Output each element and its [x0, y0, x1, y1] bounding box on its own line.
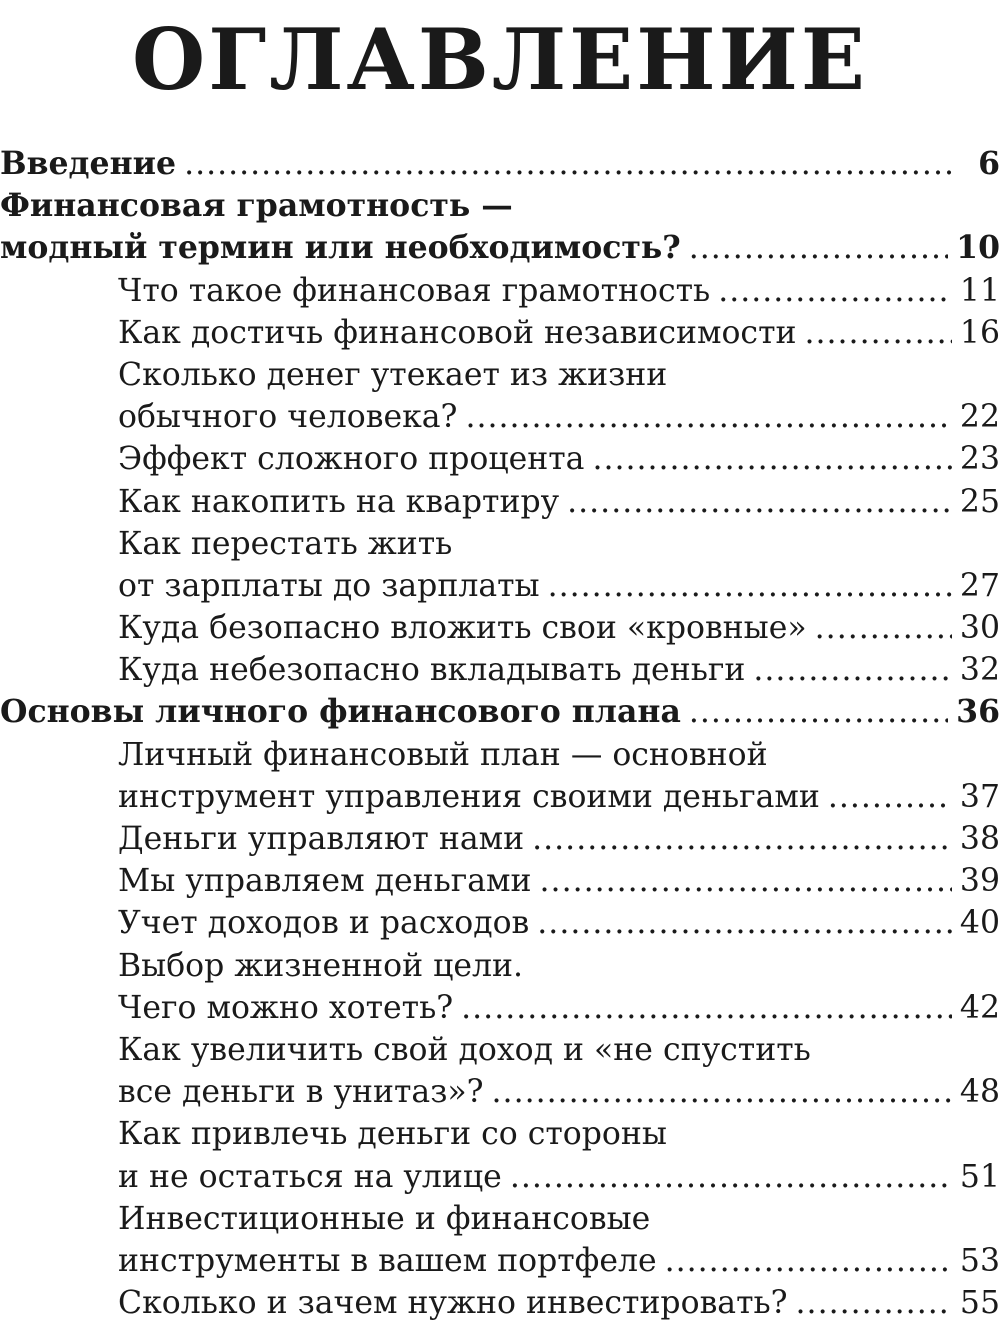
toc-entry-title: Личный финансовый план — основной — [118, 736, 768, 773]
toc-line — [0, 354, 1000, 396]
page-number: 30 — [959, 610, 1000, 647]
toc-entry-title: Сколько денег утекает из жизни — [118, 356, 668, 393]
toc-section — [0, 143, 1000, 185]
page-number: 38 — [959, 821, 1000, 857]
toc-entry-title: Куда безопасно вложить свои «кровные» — [118, 610, 807, 647]
page-number: 16 — [959, 314, 1000, 351]
dot-leader — [689, 691, 948, 733]
toc-line — [0, 523, 1000, 565]
toc-subsection — [0, 818, 1000, 860]
toc-entry-title: Деньги управляют нами — [118, 821, 525, 857]
toc-line — [0, 902, 1000, 944]
toc-line — [0, 185, 1000, 227]
toc-entry-title: Выбор жизненной цели. — [118, 947, 523, 984]
toc-line — [0, 734, 1000, 776]
toc-line — [0, 438, 1000, 480]
dot-leader — [548, 565, 952, 607]
toc-entry-title: Чего можно хотеть? — [118, 989, 454, 1026]
toc-line — [0, 270, 1000, 312]
page-number: 36 — [956, 693, 1000, 731]
toc-subsection — [0, 481, 1000, 523]
toc-entry-title: инструмент управления своими деньгами — [118, 778, 820, 815]
dot-leader — [689, 227, 948, 269]
dot-leader — [537, 902, 952, 944]
toc-subsection — [0, 270, 1000, 312]
toc-subsection — [0, 734, 1000, 818]
toc-entry-title: Как перестать жить — [118, 525, 453, 562]
toc-entry-title: Как достичь финансовой независимости — [118, 314, 797, 351]
page-number: 23 — [959, 441, 1000, 478]
toc-line — [0, 1282, 1000, 1324]
toc-subsection — [0, 1113, 1000, 1197]
toc-line — [0, 1029, 1000, 1071]
page-number: 27 — [959, 567, 1000, 604]
toc-entry-title: Как увеличить свой доход и «не спустить — [118, 1031, 811, 1068]
page-number: 42 — [959, 989, 1000, 1026]
dot-leader — [753, 649, 952, 691]
toc-subsection — [0, 523, 1000, 607]
dot-leader — [828, 776, 952, 818]
toc-entry-title: инструменты в вашем портфеле — [118, 1242, 657, 1279]
dot-leader — [461, 987, 952, 1029]
toc-entry-title: Куда небезопасно вкладывать деньги — [118, 652, 746, 689]
dot-leader — [815, 607, 952, 649]
toc-section — [0, 691, 1000, 733]
page-number: 32 — [959, 652, 1000, 689]
toc-line — [0, 1113, 1000, 1155]
toc-entry-title: Инвестиционные и финансовые — [118, 1200, 651, 1237]
page-number: 37 — [959, 778, 1000, 815]
dot-leader — [492, 1071, 952, 1113]
toc-subsection — [0, 945, 1000, 1029]
toc-entry-title: Введение — [0, 145, 177, 182]
toc-entry-title: Эффект сложного процента — [118, 441, 585, 478]
toc-entry-title: модный термин или необходимость? — [0, 229, 681, 267]
page-number: 55 — [959, 1285, 1000, 1322]
page-title: ОГЛАВЛЕНИЕ — [132, 10, 868, 109]
toc-line — [0, 776, 1000, 818]
toc-line — [0, 1156, 1000, 1198]
toc-entry-title: Основы личного финансового плана — [0, 693, 681, 731]
toc-entry-title: Сколько и зачем нужно инвестировать? — [118, 1285, 788, 1322]
toc-entry-title: Учет доходов и расходов — [118, 905, 530, 942]
dot-leader — [718, 270, 952, 312]
page-number: 11 — [959, 272, 1000, 309]
toc-line — [0, 691, 1000, 733]
toc-line — [0, 1071, 1000, 1113]
dot-leader — [796, 1282, 952, 1324]
dot-leader — [465, 396, 951, 438]
dot-leader — [184, 143, 954, 185]
dot-leader — [805, 312, 952, 354]
toc-subsection — [0, 902, 1000, 944]
toc-subsection — [0, 438, 1000, 480]
toc-line — [0, 607, 1000, 649]
toc-entry-title: и не остаться на улице — [118, 1158, 502, 1195]
toc-line — [0, 1240, 1000, 1282]
toc-line — [0, 649, 1000, 691]
toc-section — [0, 185, 1000, 269]
toc-entry-title: Что такое финансовая грамотность — [118, 272, 711, 309]
toc-subsection — [0, 312, 1000, 354]
dot-leader — [567, 481, 952, 523]
toc-line — [0, 945, 1000, 987]
toc-subsection — [0, 860, 1000, 902]
page-number: 53 — [959, 1242, 1000, 1279]
toc-subsection — [0, 1198, 1000, 1282]
toc-entry-title: от зарплаты до зарплаты — [118, 567, 540, 604]
toc-line — [0, 143, 1000, 185]
dot-leader — [532, 818, 952, 860]
page-number: 25 — [959, 483, 1000, 520]
page-number: 48 — [959, 1074, 1000, 1111]
toc-subsection — [0, 1282, 1000, 1324]
toc-line — [0, 565, 1000, 607]
toc-line — [0, 481, 1000, 523]
dot-leader — [510, 1156, 952, 1198]
toc-entry-title: Мы управляем деньгами — [118, 863, 532, 900]
toc-line — [0, 860, 1000, 902]
toc-entry-title: Как привлечь деньги со стороны — [118, 1116, 667, 1153]
toc-entry-title: Финансовая грамотность — — [0, 187, 513, 225]
page-number: 40 — [959, 905, 1000, 942]
toc-entry-title: обычного человека? — [118, 399, 458, 436]
toc-subsection — [0, 354, 1000, 438]
page-number: 39 — [959, 863, 1000, 900]
page-number: 22 — [959, 399, 1000, 436]
toc-line — [0, 312, 1000, 354]
toc-line — [0, 396, 1000, 438]
toc-line — [0, 227, 1000, 269]
toc-subsection — [0, 649, 1000, 691]
page-number: 51 — [959, 1158, 1000, 1195]
table-of-contents — [0, 143, 1000, 1324]
toc-subsection — [0, 607, 1000, 649]
dot-leader — [665, 1240, 952, 1282]
dot-leader — [592, 438, 951, 480]
toc-line — [0, 987, 1000, 1029]
toc-line — [0, 1198, 1000, 1240]
toc-line — [0, 818, 1000, 860]
page-number: 6 — [978, 145, 1000, 182]
dot-leader — [540, 860, 952, 902]
page-number: 10 — [956, 229, 1000, 267]
toc-subsection — [0, 1029, 1000, 1113]
toc-entry-title: Как накопить на квартиру — [118, 483, 560, 520]
toc-entry-title: все деньги в унитаз»? — [118, 1074, 484, 1111]
